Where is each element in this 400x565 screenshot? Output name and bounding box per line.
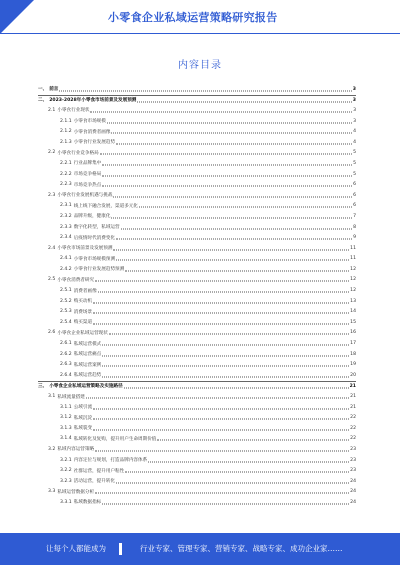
toc-entry-text: 后疫情时代消费变化 <box>73 235 116 241</box>
toc-entry-number: 2.5 <box>48 277 56 283</box>
toc-entry-page: 22 <box>350 436 356 442</box>
toc-entry-number: 2.5.3 <box>60 309 72 315</box>
toc-entry-number: 2.6 <box>48 330 56 336</box>
toc-entry-page: 3 <box>353 107 356 113</box>
toc-leader-dots <box>95 281 349 282</box>
toc-entry-text: 私域沉淀 <box>73 415 93 421</box>
toc-leader-dots <box>139 207 352 208</box>
toc-entry[interactable] <box>38 190 356 201</box>
toc-entry-text: 私域数据指标 <box>73 500 102 506</box>
toc-entry[interactable] <box>38 158 356 169</box>
toc-entry-text: 小零食行业发展趋势 <box>73 140 116 146</box>
table-of-contents <box>38 84 356 508</box>
toc-entry-page: 23 <box>350 468 356 474</box>
toc-leader-dots <box>125 270 349 271</box>
toc-entry-number: 2.4.1 <box>60 256 72 262</box>
toc-leader-dots <box>102 186 352 187</box>
toc-entry-number: 3.3 <box>48 489 56 495</box>
toc-entry-number: 2.4.2 <box>60 266 72 272</box>
report-title: 小零食企业私域运营策略研究报告 <box>108 11 278 24</box>
toc-entry[interactable] <box>38 465 356 476</box>
toc-entry-text: 内容定位与规划，打造品牌内容体系 <box>73 458 148 464</box>
toc-entry-page: 5 <box>353 150 356 156</box>
toc-entry-page: 5 <box>353 171 356 177</box>
toc-entry[interactable] <box>38 254 356 265</box>
toc-entry-text: 市场竞争热点 <box>73 182 102 188</box>
toc-entry-page: 21 <box>350 394 356 400</box>
toc-leader-dots <box>125 472 349 473</box>
toc-entry-text: 小零食市场前景及发展预测 <box>57 246 113 252</box>
toc-leader-dots <box>93 302 349 303</box>
toc-entry-number: 2.6.3 <box>60 362 72 368</box>
toc-leader-dots <box>107 122 352 123</box>
toc-entry[interactable] <box>38 296 356 307</box>
toc-entry-number: 2.2.2 <box>60 171 72 177</box>
toc-leader-dots <box>102 175 352 176</box>
toc-entry-number: 2.1 <box>48 107 56 113</box>
toc-leader-dots <box>102 503 349 504</box>
toc-entry[interactable] <box>38 359 356 370</box>
toc-leader-dots <box>59 90 351 91</box>
toc-entry[interactable] <box>38 179 356 190</box>
toc-entry[interactable] <box>38 222 356 233</box>
toc-entry-number: 3.1.4 <box>60 436 72 442</box>
toc-entry[interactable] <box>38 232 356 243</box>
toc-entry-text: 私域流量搭建 <box>57 394 85 400</box>
toc-entry-number: 2.6.2 <box>60 351 72 357</box>
toc-entry-page: 20 <box>350 372 356 378</box>
toc-entry-text: 行业品牌集中 <box>73 161 102 167</box>
toc-entry-text: 小零食行业发展机遇与挑战 <box>57 193 113 199</box>
header-rule <box>0 33 400 34</box>
toc-entry-number: 3.1.2 <box>60 415 72 421</box>
toc-title: 内容目录 <box>178 60 222 71</box>
header-corner-triangle <box>0 0 34 34</box>
toc-entry[interactable] <box>38 201 356 212</box>
toc-entry-number: 一、 <box>38 87 48 93</box>
toc-entry-text: 前言 <box>49 87 59 93</box>
toc-entry-text: 小零食市场规模 <box>73 119 106 125</box>
toc-entry[interactable] <box>38 444 356 455</box>
toc-leader-dots <box>93 429 349 430</box>
toc-leader-dots <box>116 239 352 240</box>
toc-entry-page: 17 <box>350 341 356 347</box>
toc-entry-page: 6 <box>353 203 356 209</box>
toc-entry-page: 24 <box>350 478 356 484</box>
toc-entry[interactable] <box>38 275 356 286</box>
page-footer <box>0 533 400 565</box>
toc-entry-page: 21 <box>349 383 356 389</box>
toc-entry-number: 3.2 <box>48 446 56 452</box>
toc-entry[interactable] <box>38 137 356 148</box>
toc-leader-dots <box>116 482 349 483</box>
toc-entry-number: 2.1.2 <box>60 129 72 135</box>
toc-entry-text: 小零食行业现状 <box>57 108 90 114</box>
toc-entry-page: 22 <box>350 425 356 431</box>
toc-entry-number: 3.1.1 <box>60 404 72 410</box>
footer-slogan-right: 行业专家、管理专家、营销专家、战略专家、成功企业家…… <box>140 544 343 553</box>
toc-leader-dots <box>93 313 349 314</box>
toc-entry-text: 线上线下融合发展，渠道多元化 <box>73 203 139 209</box>
toc-entry-number: 2.3.4 <box>60 235 72 241</box>
toc-entry-text: 小零食消费者研究 <box>57 277 95 283</box>
toc-entry[interactable] <box>38 148 356 159</box>
toc-entry[interactable] <box>38 328 356 339</box>
toc-entry-text: 小零食企业私域运营现状 <box>57 330 108 336</box>
toc-entry-number: 2.5.4 <box>60 319 72 325</box>
toc-entry-page: 15 <box>350 319 356 325</box>
toc-leader-dots <box>111 217 352 218</box>
toc-leader-dots <box>102 376 349 377</box>
toc-entry-number: 2.4 <box>48 245 56 251</box>
toc-entry-page: 12 <box>350 266 356 272</box>
toc-entry[interactable] <box>38 391 356 402</box>
toc-entry-text: 市场竞争格局 <box>73 172 102 178</box>
toc-entry[interactable] <box>38 126 356 137</box>
toc-entry[interactable] <box>38 402 356 413</box>
toc-leader-dots <box>116 143 352 144</box>
toc-leader-dots <box>90 111 352 112</box>
toc-entry-text: 私域运营痛点 <box>73 352 102 358</box>
toc-leader-dots <box>93 419 349 420</box>
toc-entry-text: 小零食行业竞争格局 <box>57 150 99 156</box>
toc-leader-dots <box>113 249 349 250</box>
toc-entry-text: 消费场景 <box>73 309 93 315</box>
toc-entry-text: 购买渠道 <box>73 320 93 326</box>
toc-entry-number: 2.5.2 <box>60 298 72 304</box>
toc-entry-text: 私域运营模式 <box>73 341 102 347</box>
toc-entry-text: 购买动机 <box>73 299 93 305</box>
toc-entry-page: 5 <box>353 160 356 166</box>
toc-entry-text: 小零食市场规模预测 <box>73 256 116 262</box>
toc-entry-number: 3.2.2 <box>60 468 72 474</box>
toc-entry-number: 2.3.2 <box>60 213 72 219</box>
toc-entry-text: 品牌升级，健康化 <box>73 214 111 220</box>
toc-entry[interactable] <box>38 412 356 423</box>
toc-entry-text: 小零食企业私域运营策略及实施路径 <box>49 384 123 390</box>
toc-entry-page: 4 <box>353 129 356 135</box>
toc-entry-page: 14 <box>350 309 356 315</box>
toc-leader-dots <box>93 323 349 324</box>
toc-leader-dots <box>95 450 349 451</box>
toc-entry-number: 2.1.3 <box>60 139 72 145</box>
toc-entry[interactable] <box>38 306 356 317</box>
toc-entry[interactable] <box>38 338 356 349</box>
toc-entry-number: 3.1 <box>48 394 56 400</box>
toc-entry[interactable] <box>38 317 356 328</box>
toc-leader-dots <box>93 408 349 409</box>
toc-entry-text: 消费者画像 <box>73 288 97 294</box>
toc-leader-dots <box>98 292 349 293</box>
toc-entry-number: 2.2.3 <box>60 182 72 188</box>
toc-entry-page: 6 <box>353 192 356 198</box>
toc-entry-page: 22 <box>350 415 356 421</box>
toc-entry[interactable] <box>38 423 356 434</box>
toc-entry-number: 3.1.3 <box>60 425 72 431</box>
toc-entry-text: 活动运营，提升转化 <box>73 479 116 485</box>
toc-entry-page: 18 <box>350 351 356 357</box>
toc-leader-dots <box>102 366 349 367</box>
toc-entry-number: 2.5.1 <box>60 288 72 294</box>
toc-entry-page: 13 <box>350 298 356 304</box>
toc-entry-page: 12 <box>350 288 356 294</box>
toc-entry-page: 21 <box>350 404 356 410</box>
toc-entry[interactable] <box>38 211 356 222</box>
toc-entry[interactable] <box>38 476 356 487</box>
toc-entry-page: 7 <box>353 213 356 219</box>
page-header <box>0 0 400 34</box>
toc-entry[interactable] <box>38 349 356 360</box>
toc-entry-number: 2.3.3 <box>60 224 72 230</box>
toc-entry-page: 12 <box>350 277 356 283</box>
toc-entry-page: 8 <box>353 224 356 230</box>
toc-entry-text: 数字化转型，私域运营 <box>73 225 120 231</box>
toc-entry-page: 24 <box>350 499 356 505</box>
footer-slogan-left: 让每个人都能成为 <box>46 544 106 553</box>
toc-entry[interactable] <box>38 169 356 180</box>
toc-leader-dots <box>157 440 349 441</box>
toc-entry[interactable] <box>38 285 356 296</box>
toc-entry-number: 2.2.1 <box>60 160 72 166</box>
toc-entry-text: 社群运营，提升用户粘性 <box>73 468 125 474</box>
toc-entry-page: 3 <box>352 86 356 92</box>
toc-entry-text: 公域引流 <box>73 405 93 411</box>
toc-entry[interactable] <box>38 455 356 466</box>
toc-entry-number: 2.2 <box>48 150 56 156</box>
toc-entry-text: 私域内容运营策略 <box>57 447 95 453</box>
toc-entry-number: 3.2.3 <box>60 478 72 484</box>
toc-entry-page: 3 <box>353 118 356 124</box>
toc-leader-dots <box>100 154 352 155</box>
toc-entry-page: 23 <box>350 457 356 463</box>
toc-leader-dots <box>124 387 349 388</box>
toc-entry[interactable] <box>38 116 356 127</box>
toc-entry-number: 2.1.1 <box>60 118 72 124</box>
toc-entry-page: 3 <box>352 97 356 103</box>
toc-entry-number: 2.3 <box>48 192 56 198</box>
toc-entry-number: 3.3.1 <box>60 499 72 505</box>
toc-entry-page: 16 <box>350 330 356 336</box>
toc-entry-page: 19 <box>350 362 356 368</box>
toc-leader-dots <box>111 133 352 134</box>
toc-entry-number: 2.6.4 <box>60 372 72 378</box>
toc-entry[interactable] <box>38 497 356 508</box>
toc-entry[interactable] <box>38 84 356 95</box>
toc-leader-dots <box>113 196 352 197</box>
toc-entry-text: 私域运营数据分析 <box>57 489 95 495</box>
toc-leader-dots <box>95 493 349 494</box>
toc-entry[interactable] <box>38 381 356 392</box>
toc-entry-number: 2.6.1 <box>60 341 72 347</box>
toc-entry-number: 2.3.1 <box>60 203 72 209</box>
toc-leader-dots <box>102 345 349 346</box>
toc-entry-page: 24 <box>350 489 356 495</box>
toc-entry-text: 2023-2028年小零食市场前景及发展预测 <box>49 98 137 104</box>
toc-entry[interactable] <box>38 487 356 498</box>
toc-entry[interactable] <box>38 243 356 254</box>
toc-entry-page: 9 <box>353 235 356 241</box>
toc-entry-text: 小零食行业发展趋势预测 <box>73 267 125 273</box>
toc-entry[interactable] <box>38 105 356 116</box>
toc-leader-dots <box>137 101 351 102</box>
toc-entry[interactable] <box>38 95 356 106</box>
toc-entry[interactable] <box>38 264 356 275</box>
toc-leader-dots <box>102 355 349 356</box>
toc-entry-text: 私域运营趋势 <box>73 373 102 379</box>
toc-entry-page: 11 <box>350 256 356 262</box>
toc-leader-dots <box>109 334 349 335</box>
footer-divider <box>119 543 122 555</box>
toc-leader-dots <box>116 260 349 261</box>
toc-entry-text: 私域转化及复购，提升用户生命周期价值 <box>73 436 157 442</box>
toc-entry-page: 23 <box>350 446 356 452</box>
toc-entry-page: 11 <box>350 245 356 251</box>
toc-leader-dots <box>121 228 352 229</box>
toc-leader-dots <box>86 398 349 399</box>
toc-entry-text: 私域裂变 <box>73 426 93 432</box>
toc-entry-text: 私域运营案例 <box>73 362 102 368</box>
toc-entry[interactable] <box>38 370 356 381</box>
toc-entry-page: 4 <box>353 139 356 145</box>
toc-entry-text: 小零食消费者画像 <box>73 129 111 135</box>
toc-entry-number: 3.2.1 <box>60 457 72 463</box>
toc-entry-page: 6 <box>353 182 356 188</box>
toc-entry-number: 二、 <box>38 98 48 104</box>
toc-entry-number: 三、 <box>38 384 48 390</box>
toc-leader-dots <box>102 164 352 165</box>
toc-leader-dots <box>148 461 349 462</box>
toc-entry[interactable] <box>38 434 356 445</box>
